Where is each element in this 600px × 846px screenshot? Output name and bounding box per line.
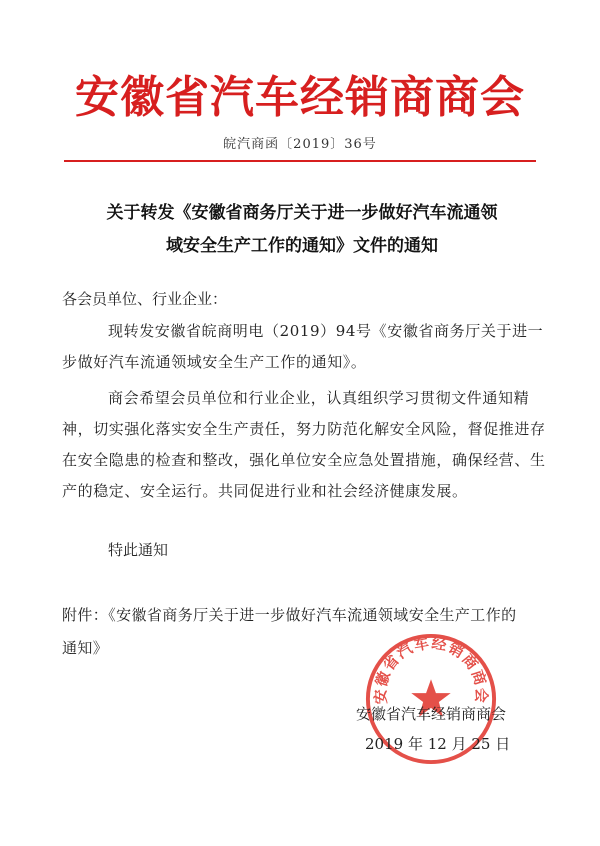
document-subject — [62, 197, 542, 263]
signing-organization: 安徽省汽车经销商商会 — [356, 705, 507, 723]
org-letterhead-title: 安徽省汽车经销商商会 — [75, 72, 525, 123]
document-number: 皖汽商函〔2019〕36号 — [223, 137, 377, 152]
subject-line-2: 域安全生产工作的通知》文件的通知 — [166, 236, 438, 256]
signing-date: 2019 年 12 月 25 日 — [365, 735, 511, 753]
subject-line-1: 关于转发《安徽省商务厅关于进一步做好汽车流通领 — [106, 203, 498, 223]
seal-text: 安徽省汽车经销商商会 — [372, 634, 490, 705]
closing-text: 特此通知 — [108, 541, 169, 559]
attachment-note: 附件：《安徽省商务厅关于进一步做好汽车流通领域安全生产工作的通知》 — [62, 606, 517, 657]
body-paragraph-2: 商会希望会员单位和行业企业，认真组织学习贯彻文件通知精神，切实强化落实安全生产责任，努力防范化解安全风险，督促推进存在安全隐患的检查和整改，强化单位安全应急处置措施，确保经营、生产的稳定、安全运行。共同促进行业和社会经济健康发展。 — [62, 389, 546, 500]
red-divider-rule — [64, 160, 536, 162]
body-paragraph-1: 现转发安徽省皖商明电（2019）94号《安徽省商务厅关于进一步做好汽车流通领域安全生产工作的通知》。 — [62, 322, 544, 371]
salutation: 各会员单位、行业企业： — [62, 290, 228, 308]
